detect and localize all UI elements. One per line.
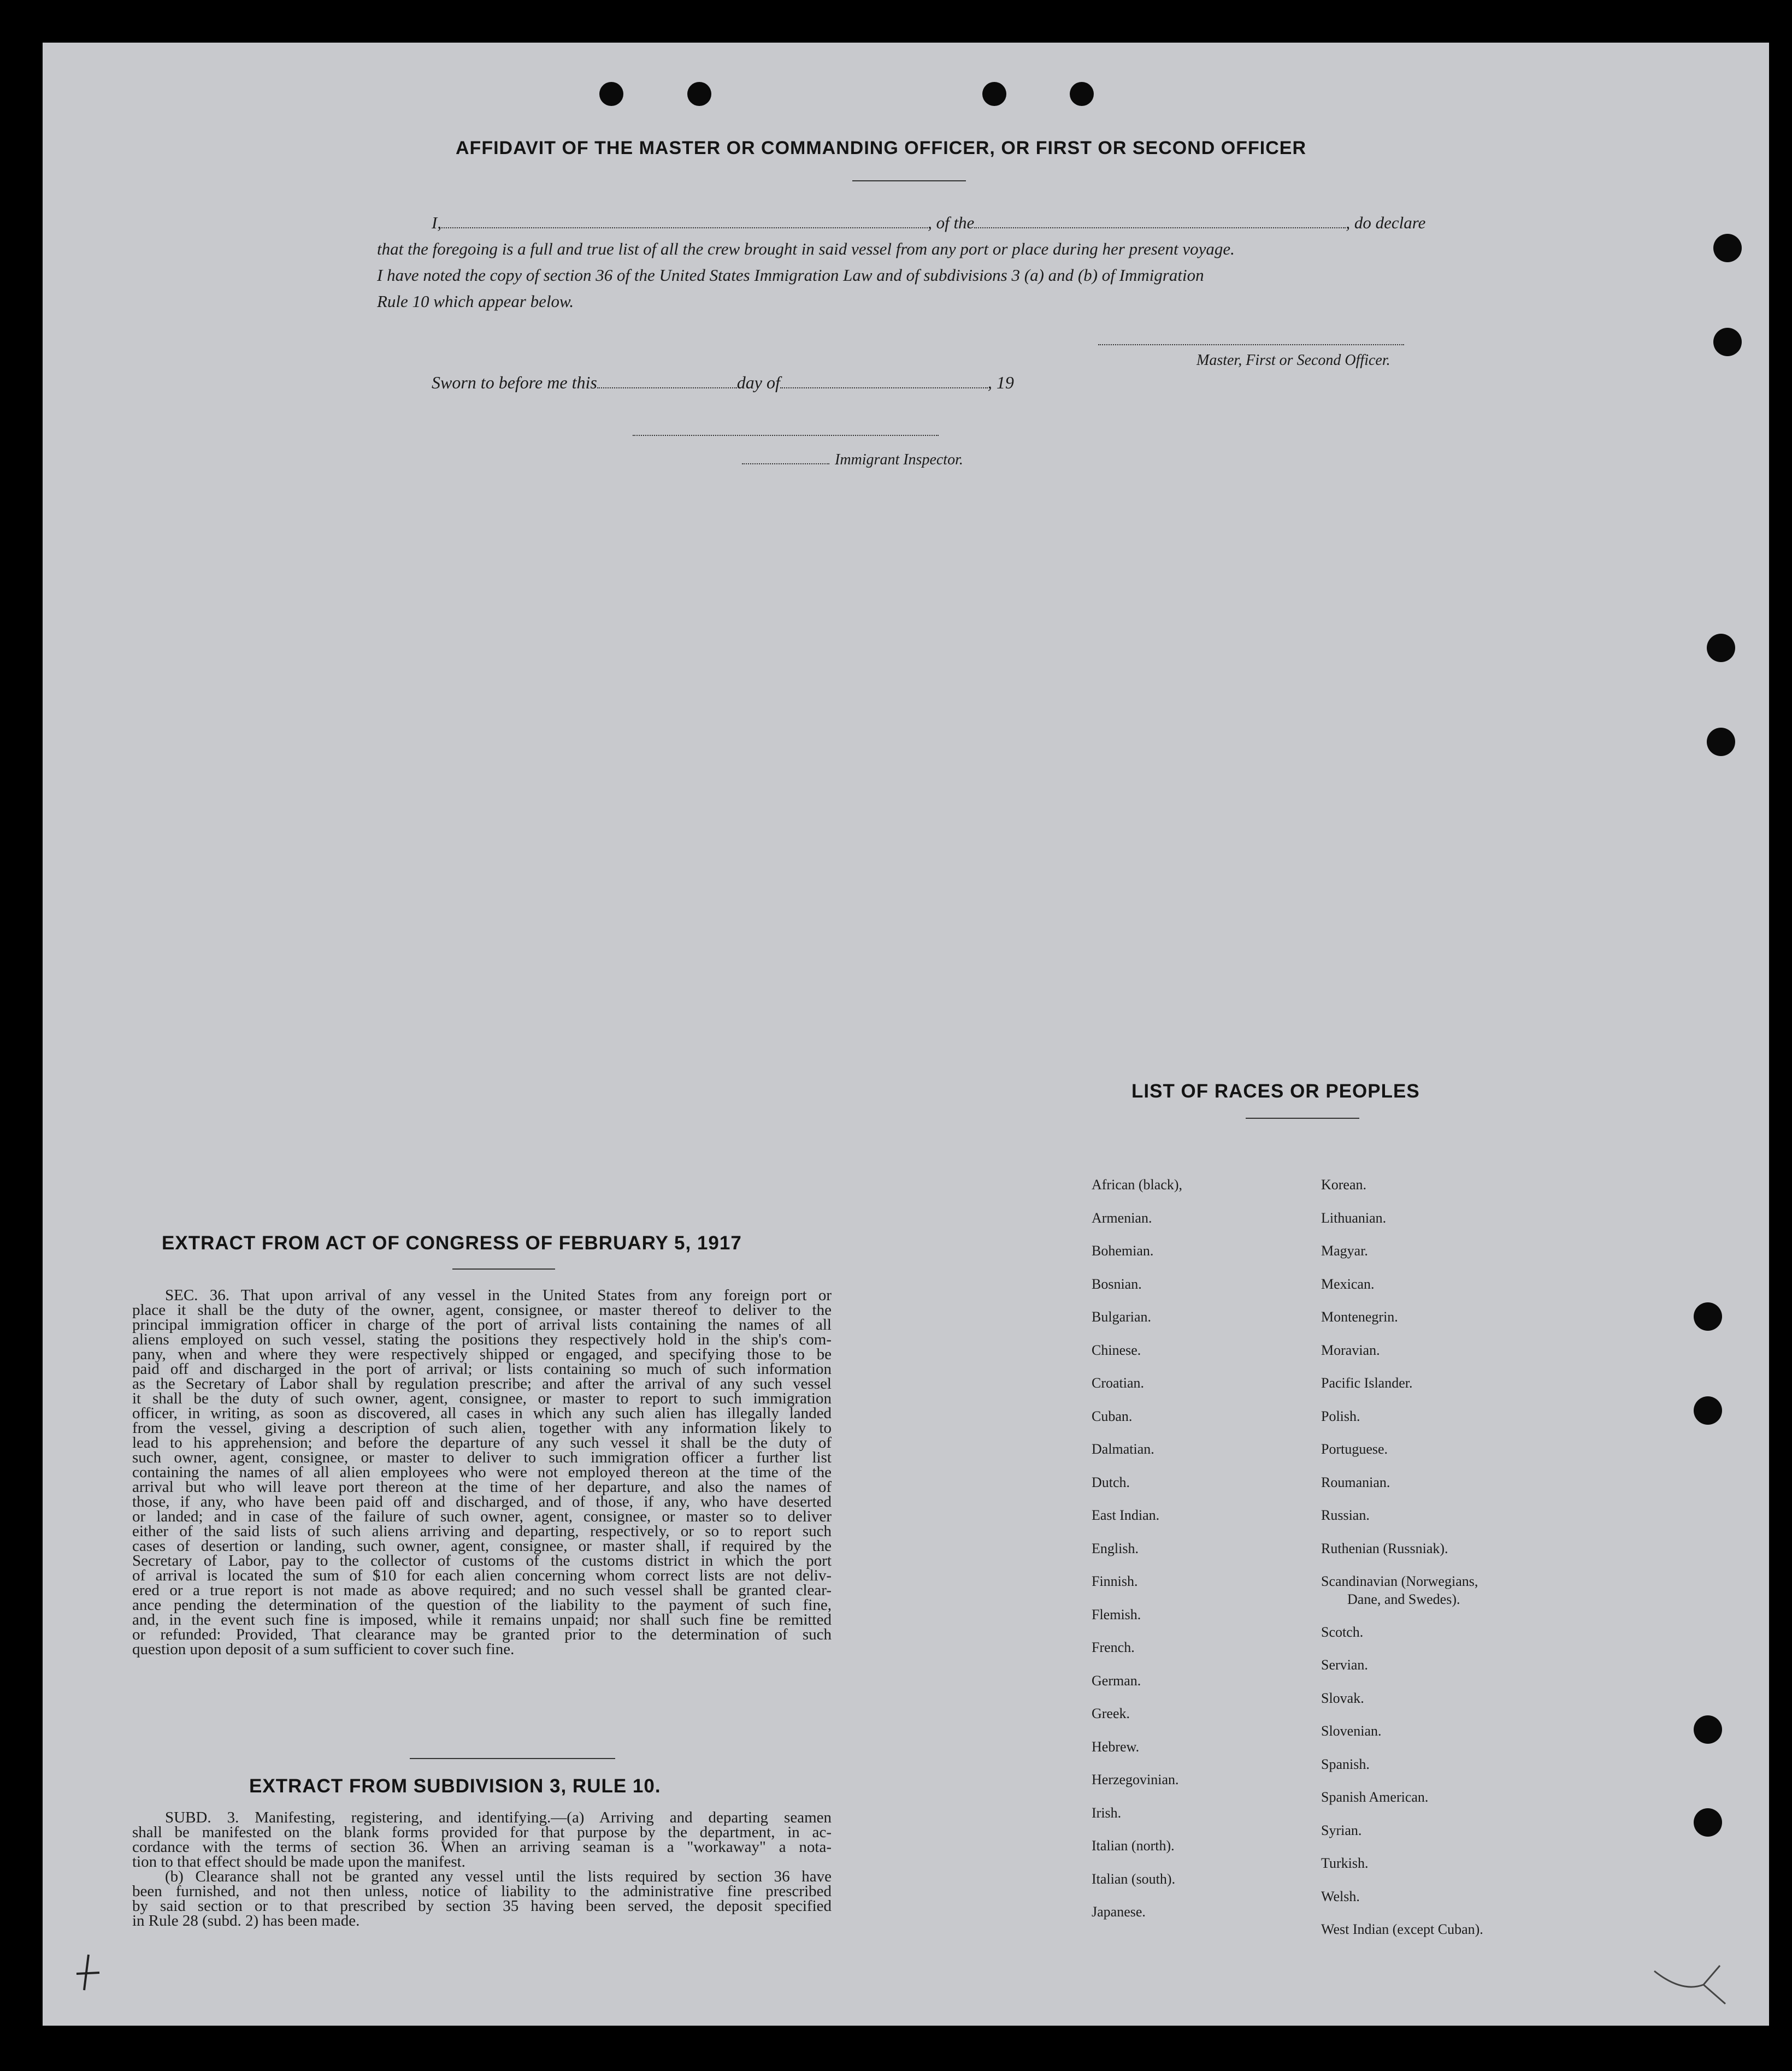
- text-line: of arrival is located the sum of $10 for each alien concerning whom correct lists are not deliv-: [132, 1567, 832, 1584]
- race-item: Armenian.: [1092, 1209, 1152, 1226]
- text-line: by said section or to that prescribed by section 35 having been served, the deposit specified: [132, 1897, 832, 1915]
- text-line: or refunded: Provided, That clearance may be granted prior to the determination of such: [132, 1626, 832, 1643]
- punch-hole-top-2: [687, 82, 711, 106]
- race-item: West Indian (except Cuban).: [1321, 1921, 1483, 1937]
- year-label: , 19: [987, 373, 1014, 392]
- race-item: Moravian.: [1321, 1342, 1380, 1358]
- race-item: Italian (south).: [1092, 1871, 1176, 1887]
- i-label: I,: [432, 213, 442, 232]
- race-item: Bohemian.: [1092, 1243, 1154, 1259]
- rule-extract-text: [132, 1810, 832, 1928]
- punch-hole-right-8: [1694, 1808, 1722, 1837]
- inspector-label: Immigrant Inspector.: [835, 451, 963, 468]
- document-page: [43, 43, 1769, 2026]
- race-item: Cuban.: [1092, 1408, 1133, 1424]
- race-item: Croatian.: [1092, 1375, 1145, 1391]
- master-signature-line[interactable]: [1098, 344, 1404, 345]
- text-line: lead to his apprehension; and before the departure of any such vessel it shall be the duty of: [132, 1434, 832, 1452]
- affidavit-line-2: that the foregoing is a full and true list of all the crew brought in said vessel from any port or place during her present voyage.: [377, 239, 1235, 258]
- race-item: Korean.: [1321, 1177, 1367, 1193]
- race-item: Japanese.: [1092, 1904, 1146, 1920]
- race-item: French.: [1092, 1639, 1135, 1655]
- text-line: SEC. 36. That upon arrival of any vessel in the United States from any foreign port or: [165, 1287, 832, 1304]
- race-item: Dane, and Swedes).: [1347, 1591, 1460, 1607]
- text-line: aliens employed on such vessel, stating the positions they respectively hold in the ship's com-: [132, 1331, 832, 1348]
- race-item: Slovak.: [1321, 1690, 1364, 1706]
- text-line: ered or a true report is not made as above required; and no such vessel shall be granted clear-: [132, 1582, 832, 1599]
- race-item: Turkish.: [1321, 1855, 1369, 1871]
- day-of-label: day of: [736, 373, 780, 392]
- text-line: or landed; and in case of the failure of such owner, agent, consignee, or master so to deliver: [132, 1508, 832, 1525]
- text-line: officer, in writing, as soon as discovered, all cases in which any such alien has illegally landed: [132, 1405, 832, 1422]
- inspector-signature-line-2[interactable]: [742, 463, 829, 464]
- race-item: Scotch.: [1321, 1624, 1364, 1640]
- race-item: Montenegrin.: [1321, 1309, 1398, 1325]
- do-declare-label: , do declare: [1346, 213, 1426, 232]
- text-line: those, if any, who have been paid off and discharged, and of those, if any, who have deserted: [132, 1493, 832, 1511]
- race-item: Scandinavian (Norwegians,: [1321, 1573, 1478, 1589]
- sworn-line: [432, 373, 1014, 393]
- race-item: Magyar.: [1321, 1243, 1368, 1259]
- text-line: from the vessel, giving a description of such alien, together with any information likely to: [132, 1419, 832, 1437]
- affidavit-line-4: Rule 10 which appear below.: [377, 292, 574, 311]
- text-line: question upon deposit of a sum sufficient to cover such fine.: [132, 1641, 515, 1658]
- text-line: paid off and discharged in the port of arrival; or lists containing so much of such information: [132, 1360, 832, 1378]
- race-item: African (black),: [1092, 1177, 1183, 1193]
- race-item: English.: [1092, 1540, 1139, 1556]
- race-item: Ruthenian (Russniak).: [1321, 1540, 1448, 1556]
- text-line: cordance with the terms of section 36. When an arriving seaman is a "workaway" a nota-: [132, 1838, 832, 1856]
- punch-hole-right-5: [1694, 1302, 1722, 1331]
- text-line: containing the names of all alien employees who were not employed thereon at the time of the: [132, 1464, 832, 1481]
- act-extract-text: [132, 1288, 832, 1657]
- text-line: place it shall be the duty of the owner, agent, consignee, or master thereof to deliver to the: [132, 1301, 832, 1319]
- race-item: Spanish.: [1321, 1756, 1370, 1772]
- race-item: Welsh.: [1321, 1888, 1360, 1904]
- punch-hole-right-6: [1694, 1396, 1722, 1425]
- rule-extract-top-rule: [410, 1758, 615, 1759]
- punch-hole-top-1: [599, 82, 623, 106]
- punch-hole-right-3: [1707, 634, 1735, 662]
- race-item: Flemish.: [1092, 1606, 1141, 1622]
- race-item: Italian (north).: [1092, 1838, 1175, 1854]
- race-item: Lithuanian.: [1321, 1209, 1387, 1226]
- race-item: East Indian.: [1092, 1507, 1160, 1523]
- handwritten-mark: [72, 1952, 105, 1996]
- text-line: tion to that effect should be made upon the manifest.: [132, 1853, 465, 1871]
- text-line: ance pending the determination of the question of the liability to the payment of such fine,: [132, 1596, 832, 1614]
- act-extract-title: EXTRACT FROM ACT OF CONGRESS OF FEBRUARY 5, 1917: [162, 1232, 742, 1254]
- races-title: LIST OF RACES OR PEOPLES: [1131, 1081, 1420, 1102]
- races-title-rule: [1246, 1118, 1359, 1119]
- punch-hole-right-7: [1694, 1715, 1722, 1744]
- text-line: principal immigration officer in charge of the port of arrival lists containing the names of all: [132, 1316, 832, 1334]
- race-item: Chinese.: [1092, 1342, 1141, 1358]
- race-item: Bulgarian.: [1092, 1309, 1152, 1325]
- affidavit-title: AFFIDAVIT OF THE MASTER OR COMMANDING OFFICER, OR FIRST OR SECOND OFFICER: [456, 138, 1306, 158]
- text-line: arrival but who will leave port thereon at the time of her departure, and also the names of: [132, 1478, 832, 1496]
- of-the-label: , of the: [928, 213, 975, 232]
- act-extract-title-rule: [452, 1268, 555, 1270]
- race-item: Servian.: [1321, 1657, 1368, 1673]
- race-item: Irish.: [1092, 1804, 1122, 1821]
- text-line: and, in the event such fine is imposed, while it remains unpaid; nor shall such fine be remitted: [132, 1611, 832, 1629]
- sworn-month-field[interactable]: [780, 387, 988, 388]
- text-line: in Rule 28 (subd. 2) has been made.: [132, 1912, 360, 1930]
- punch-hole-right-4: [1707, 728, 1735, 756]
- race-item: Roumanian.: [1321, 1474, 1390, 1490]
- affidavit-declaration-line: [432, 213, 1492, 233]
- race-item: Greek.: [1092, 1706, 1130, 1721]
- text-line: (b) Clearance shall not be granted any vessel until the lists required by section 36 have: [165, 1868, 832, 1885]
- punch-hole-right-1: [1713, 234, 1742, 262]
- text-line: shall be manifested on the blank forms provided for that purpose by the department, in ac-: [132, 1824, 832, 1841]
- race-item: Dalmatian.: [1092, 1441, 1154, 1457]
- race-item: Finnish.: [1092, 1573, 1138, 1589]
- inspector-signature-line[interactable]: [633, 435, 939, 436]
- text-line: Secretary of Labor, pay to the collector of customs of the customs district in which the port: [132, 1552, 832, 1570]
- corner-mark: [1649, 1960, 1736, 2009]
- text-line: pany, when and where they were respectively shipped or engaged, and specifying those to be: [132, 1346, 832, 1363]
- text-line: as the Secretary of Labor shall by regulation prescribe; and after the arrival of any such vessel: [132, 1375, 832, 1393]
- race-item: Bosnian.: [1092, 1276, 1142, 1292]
- punch-hole-right-2: [1713, 328, 1742, 356]
- affidavit-line-3: I have noted the copy of section 36 of the United States Immigration Law and of subdivisions 3 (a) and (b) of Immigration: [377, 265, 1204, 285]
- race-item: Slovenian.: [1321, 1723, 1382, 1739]
- race-item: Pacific Islander.: [1321, 1375, 1413, 1391]
- text-line: such owner, agent, consignee, or master to deliver to such immigration officer a further list: [132, 1449, 832, 1466]
- race-item: Mexican.: [1321, 1276, 1375, 1292]
- sworn-label: Sworn to before me this: [432, 373, 597, 392]
- punch-hole-top-3: [982, 82, 1006, 106]
- race-item: Hebrew.: [1092, 1738, 1140, 1755]
- race-item: Dutch.: [1092, 1474, 1130, 1490]
- name-field[interactable]: [441, 227, 928, 228]
- text-line: either of the said lists of such aliens arriving and departing, respectively, or so to report such: [132, 1523, 832, 1540]
- race-item: Polish.: [1321, 1408, 1360, 1424]
- race-item: Syrian.: [1321, 1822, 1362, 1838]
- sworn-day-field[interactable]: [597, 387, 737, 388]
- text-line: it shall be the duty of such owner, agent, consignee, or master to report to such immigration: [132, 1390, 832, 1407]
- master-signature-label: Master, First or Second Officer.: [1196, 352, 1390, 369]
- rule-extract-title: EXTRACT FROM SUBDIVISION 3, RULE 10.: [249, 1775, 661, 1797]
- race-item: Russian.: [1321, 1507, 1370, 1523]
- punch-hole-top-4: [1070, 82, 1094, 106]
- race-item: German.: [1092, 1672, 1141, 1689]
- text-line: cases of desertion or landing, such owner, agent, consignee, or master shall, if required by the: [132, 1537, 832, 1555]
- race-item: Spanish American.: [1321, 1789, 1429, 1805]
- affidavit-title-rule: [852, 180, 966, 181]
- vessel-field[interactable]: [974, 227, 1346, 228]
- text-line: been furnished, and not then unless, notice of liability to the administrative fine prescribed: [132, 1883, 832, 1900]
- race-item: Portuguese.: [1321, 1441, 1388, 1457]
- text-line: SUBD. 3. Manifesting, registering, and identifying.—(a) Arriving and departing seamen: [165, 1809, 832, 1826]
- race-item: Herzegovinian.: [1092, 1772, 1179, 1787]
